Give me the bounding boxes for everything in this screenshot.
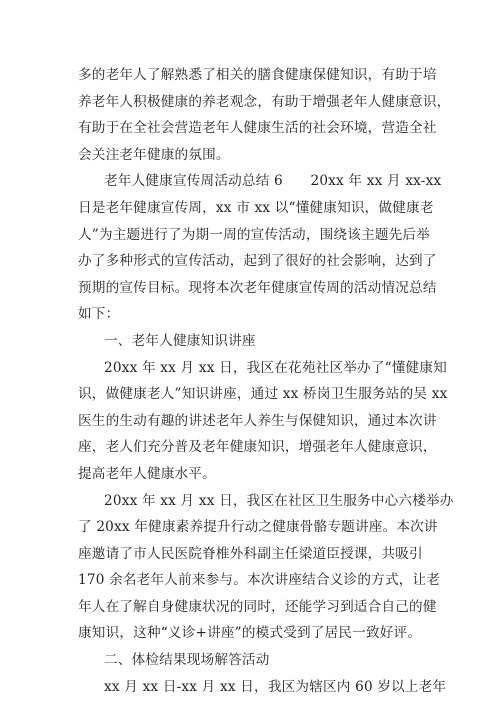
paragraph-line: xx 月 xx 日-xx 月 xx 日，我区为辖区内 60 岁以上老年 bbox=[104, 678, 447, 695]
paragraph-line: 170 余名老年人前来参与。本次讲座结合义诊的方式，让老 bbox=[78, 572, 441, 589]
paragraph-line: 康知识，这种“义诊+讲座”的模式受到了居民一致好评。 bbox=[78, 625, 422, 642]
paragraph-line: 医生的生动有趣的讲述老年人养生与保健知识，通过本次讲 bbox=[78, 412, 437, 429]
paragraph-line: 日是老年健康宣传周，xx 市 xx 以“懂健康知识，做健康老 bbox=[78, 199, 434, 216]
paragraph-line: 了 20xx 年健康素养提升行动之健康骨骼专题讲座。本次讲 bbox=[78, 519, 438, 536]
paragraph-line: 会关注老年健康的氛围。 bbox=[78, 146, 230, 163]
paragraph-line: 人”为主题进行了为期一周的宣传活动，围绕该主题先后举 bbox=[78, 226, 430, 243]
paragraph-line: 20xx 年 xx 月 xx 日，我区在花苑社区举办了“懂健康知 bbox=[104, 359, 447, 376]
paragraph-line: 20xx 年 xx 月 xx 日，我区在社区卫生服务中心六楼举办 bbox=[104, 492, 454, 509]
paragraph-line: 提高老年人健康水平。 bbox=[78, 465, 216, 482]
document-body bbox=[78, 62, 454, 700]
paragraph-line: 座邀请了市人民医院脊椎外科副主任梁道臣授课，共吸引 bbox=[78, 545, 423, 562]
paragraph-line: 养老年人积极健康的养老观念，有助于增强老年人健康意识， bbox=[78, 93, 451, 110]
paragraph-line: 座，老人们充分普及老年健康知识，增强老年人健康意识， bbox=[78, 439, 437, 456]
paragraph-line: 预期的宣传目标。现将本次老年健康宣传周的活动情况总结 bbox=[78, 279, 437, 296]
section-title-line: 老年人健康宣传周活动总结 6 20xx 年 xx 月 xx-xx bbox=[104, 173, 442, 190]
paragraph-line: 有助于在全社会营造老年人健康生活的社会环境，营造全社 bbox=[78, 120, 437, 137]
paragraph-line: 如下： bbox=[78, 306, 120, 323]
section-heading-1: 一、老年人健康知识讲座 bbox=[104, 332, 256, 349]
paragraph-line: 年人在了解自身健康状况的同时，还能学习到适合自己的健 bbox=[78, 598, 437, 615]
paragraph-line: 办了多种形式的宣传活动，起到了很好的社会影响，达到了 bbox=[78, 253, 437, 270]
paragraph-line: 多的老年人了解熟悉了相关的膳食健康保健知识，有助于培 bbox=[78, 67, 437, 83]
section-heading-2: 二、体检结果现场解答活动 bbox=[104, 652, 270, 669]
paragraph-line: 识，做健康老人”知识讲座，通过 xx 桥岗卫生服务站的吴 xx bbox=[78, 386, 448, 403]
